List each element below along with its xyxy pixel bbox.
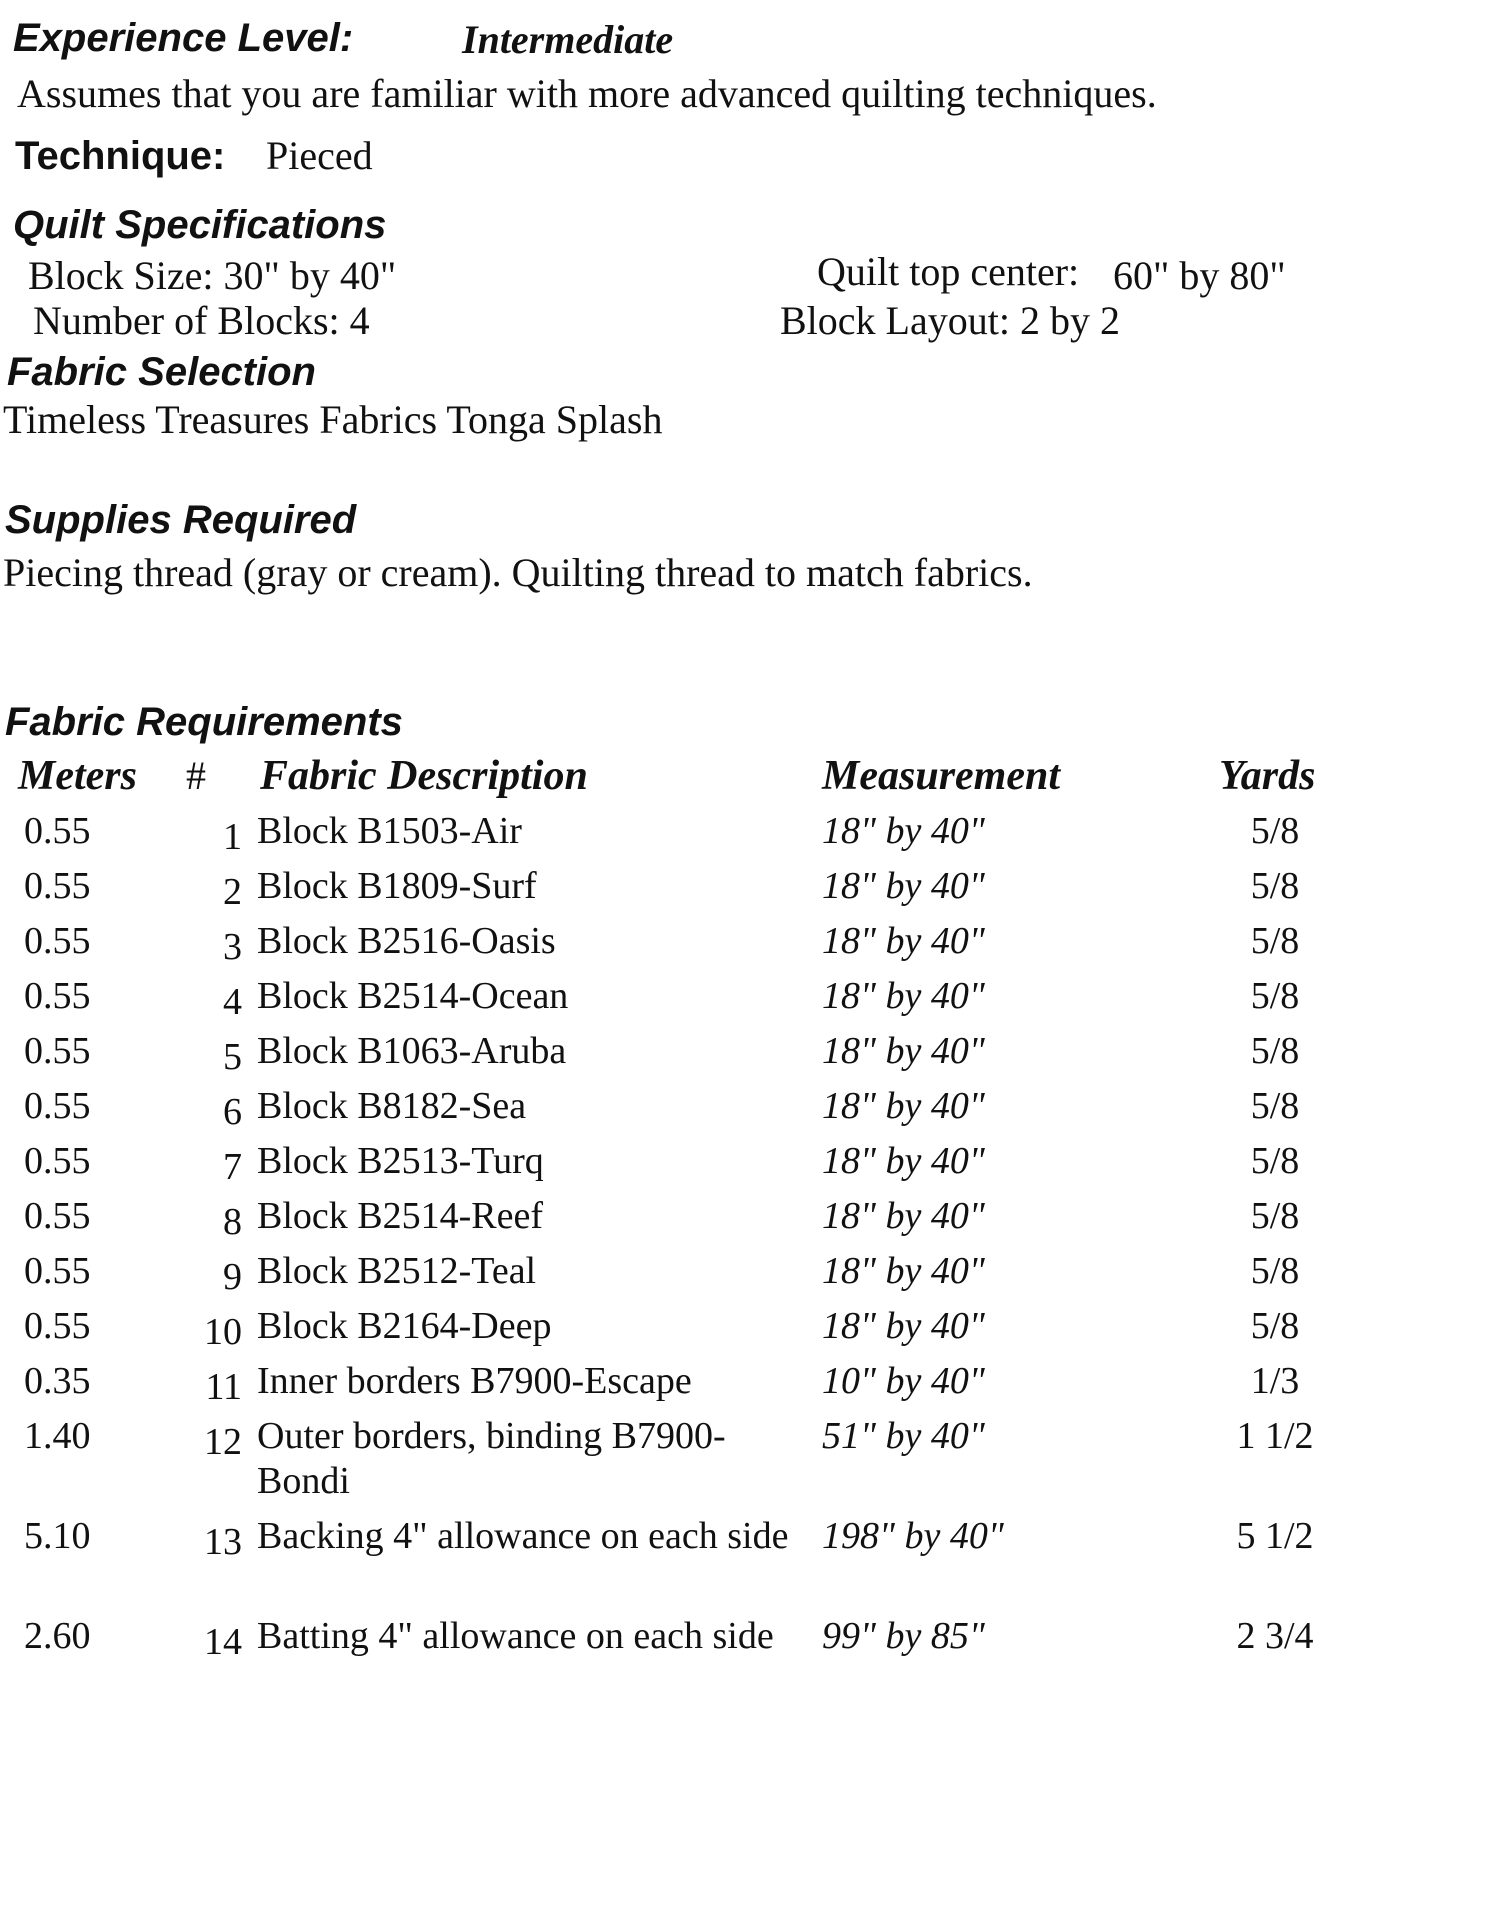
- number-cell: 9: [223, 1256, 242, 1298]
- experience-level-label: Experience Level:: [13, 16, 354, 60]
- measurement-cell: 18" by 40": [822, 1305, 985, 1347]
- measurement-cell: 10" by 40": [822, 1360, 985, 1402]
- measurement-cell: 18" by 40": [822, 975, 985, 1017]
- supplies-text: Piecing thread (gray or cream). Quilting thread to match fabrics.: [3, 550, 1033, 595]
- description-cell: Inner borders B7900-Escape: [257, 1360, 692, 1402]
- number-of-blocks: Number of Blocks: 4: [33, 298, 370, 343]
- description-cell: Block B2513-Turq: [257, 1140, 544, 1182]
- column-header-yards: Yards: [1219, 753, 1316, 799]
- yards-cell: 5/8: [1250, 920, 1300, 962]
- fabric-selection-heading: Fabric Selection: [7, 350, 316, 394]
- description-cell: Block B2514-Reef: [257, 1195, 544, 1237]
- block-size: Block Size: 30" by 40": [28, 253, 397, 298]
- block-layout: Block Layout: 2 by 2: [780, 298, 1120, 343]
- experience-description: Assumes that you are familiar with more advanced quilting techniques.: [17, 71, 1157, 116]
- yards-cell: 1 1/2: [1236, 1415, 1314, 1457]
- yards-cell: 5 1/2: [1236, 1515, 1314, 1557]
- meters-cell: 0.55: [24, 810, 91, 852]
- table-row: [0, 972, 1499, 1027]
- meters-cell: 0.55: [24, 975, 91, 1017]
- technique-label: Technique:: [15, 134, 226, 178]
- table-row: [0, 1247, 1499, 1302]
- number-cell: 10: [204, 1311, 242, 1353]
- number-cell: 1: [223, 816, 242, 858]
- column-header-measurement: Measurement: [822, 753, 1061, 799]
- table-row: [0, 862, 1499, 917]
- yards-cell: 5/8: [1250, 975, 1300, 1017]
- column-header-description: Fabric Description: [260, 753, 588, 799]
- description-cell: Block B1809-Surf: [257, 865, 537, 907]
- measurement-cell: 18" by 40": [822, 1085, 985, 1127]
- number-cell: 8: [223, 1201, 242, 1243]
- measurement-cell: 18" by 40": [822, 1030, 985, 1072]
- meters-cell: 0.55: [24, 1195, 91, 1237]
- yards-cell: 5/8: [1250, 1085, 1300, 1127]
- number-cell: 12: [204, 1421, 242, 1463]
- measurement-cell: 18" by 40": [822, 1140, 985, 1182]
- yards-cell: 5/8: [1250, 1140, 1300, 1182]
- yards-cell: 5/8: [1250, 1305, 1300, 1347]
- table-row: [0, 1082, 1499, 1137]
- measurement-cell: 51" by 40": [822, 1415, 985, 1457]
- yards-cell: 5/8: [1250, 810, 1300, 852]
- number-cell: 13: [204, 1521, 242, 1563]
- description-cell: Block B1063-Aruba: [257, 1030, 567, 1072]
- table-row: [0, 1137, 1499, 1192]
- column-header-number: #: [186, 753, 206, 798]
- number-cell: 14: [204, 1621, 242, 1663]
- table-row: [0, 1512, 1499, 1612]
- meters-cell: 1.40: [24, 1415, 91, 1457]
- table-row: [0, 1612, 1499, 1712]
- number-cell: 2: [223, 871, 242, 913]
- table-row: [0, 807, 1499, 862]
- quilt-top-center-value: 60" by 80": [1113, 253, 1286, 298]
- description-cell: Block B2516-Oasis: [257, 920, 556, 962]
- number-cell: 7: [223, 1146, 242, 1188]
- supplies-required-heading: Supplies Required: [5, 498, 357, 542]
- measurement-cell: 18" by 40": [822, 810, 985, 852]
- meters-cell: 0.55: [24, 1250, 91, 1292]
- fabric-requirements-heading: Fabric Requirements: [5, 700, 403, 744]
- meters-cell: 5.10: [24, 1515, 91, 1557]
- measurement-cell: 198" by 40": [822, 1515, 1004, 1557]
- column-header-meters: Meters: [18, 753, 137, 799]
- yards-cell: 2 3/4: [1236, 1615, 1314, 1657]
- meters-cell: 0.55: [24, 865, 91, 907]
- yards-cell: 1/3: [1250, 1360, 1300, 1402]
- table-row: [0, 1302, 1499, 1357]
- description-cell: Backing 4" allowance on each side: [257, 1515, 789, 1557]
- description-cell: Batting 4" allowance on each side: [257, 1615, 774, 1657]
- description-cell: Block B2512-Teal: [257, 1250, 537, 1292]
- table-row: [0, 1357, 1499, 1412]
- table-row: [0, 917, 1499, 972]
- meters-cell: 0.55: [24, 1030, 91, 1072]
- meters-cell: 0.35: [24, 1360, 91, 1402]
- fabric-requirements-table: [0, 807, 1499, 1712]
- experience-level-value: Intermediate: [462, 17, 674, 62]
- number-cell: 5: [223, 1036, 242, 1078]
- yards-cell: 5/8: [1250, 1195, 1300, 1237]
- meters-cell: 0.55: [24, 920, 91, 962]
- measurement-cell: 18" by 40": [822, 865, 985, 907]
- number-cell: 3: [223, 926, 242, 968]
- number-cell: 11: [205, 1366, 242, 1408]
- table-row: [0, 1412, 1499, 1512]
- measurement-cell: 18" by 40": [822, 920, 985, 962]
- measurement-cell: 99" by 85": [822, 1615, 985, 1657]
- yards-cell: 5/8: [1250, 865, 1300, 907]
- description-cell: Block B2164-Deep: [257, 1305, 552, 1347]
- table-row: [0, 1027, 1499, 1082]
- description-cell: Outer borders, binding B7900-Bondi: [257, 1415, 726, 1502]
- meters-cell: 0.55: [24, 1140, 91, 1182]
- number-cell: 4: [223, 981, 242, 1023]
- yards-cell: 5/8: [1250, 1030, 1300, 1072]
- technique-value: Pieced: [266, 133, 373, 178]
- meters-cell: 0.55: [24, 1305, 91, 1347]
- quilt-top-center-label: Quilt top center:: [817, 249, 1080, 294]
- fabric-selection-text: Timeless Treasures Fabrics Tonga Splash: [3, 397, 663, 442]
- table-row: [0, 1192, 1499, 1247]
- meters-cell: 2.60: [24, 1615, 91, 1657]
- description-cell: Block B1503-Air: [257, 810, 522, 852]
- measurement-cell: 18" by 40": [822, 1195, 985, 1237]
- number-cell: 6: [223, 1091, 242, 1133]
- description-cell: Block B8182-Sea: [257, 1085, 527, 1127]
- quilt-specifications-heading: Quilt Specifications: [13, 203, 387, 247]
- meters-cell: 0.55: [24, 1085, 91, 1127]
- description-cell: Block B2514-Ocean: [257, 975, 569, 1017]
- yards-cell: 5/8: [1250, 1250, 1300, 1292]
- measurement-cell: 18" by 40": [822, 1250, 985, 1292]
